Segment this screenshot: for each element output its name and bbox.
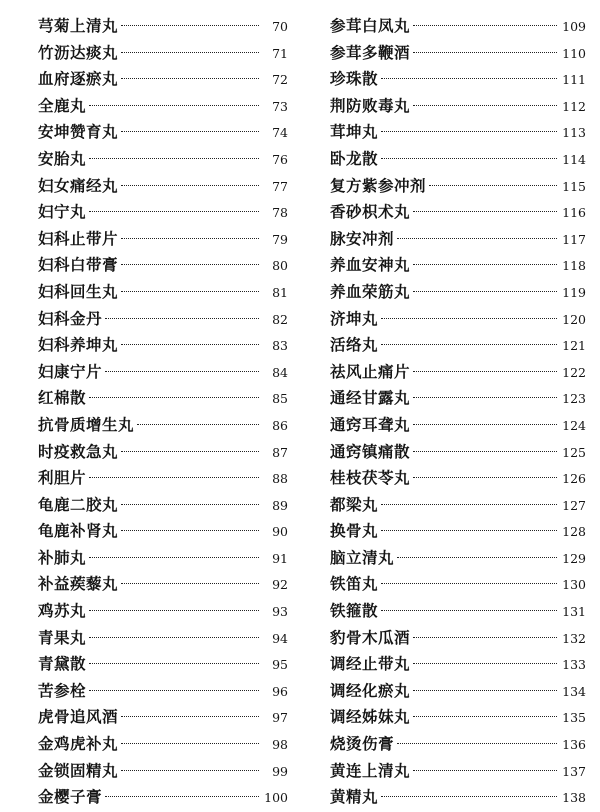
toc-entry-title: 祛风止痛片 — [330, 361, 411, 381]
dot-leader — [381, 318, 557, 319]
toc-entry-title: 妇科回生丸 — [38, 281, 119, 301]
dot-leader — [121, 185, 259, 186]
toc-entry[interactable] — [38, 731, 288, 758]
dot-leader — [89, 477, 259, 478]
toc-entry-title: 全鹿丸 — [38, 95, 87, 115]
toc-entry[interactable] — [330, 492, 586, 519]
dot-leader — [121, 770, 259, 771]
toc-entry[interactable] — [38, 784, 288, 811]
toc-entry[interactable] — [330, 545, 586, 572]
toc-entry[interactable] — [330, 465, 586, 492]
dot-leader — [121, 583, 259, 584]
toc-entry[interactable] — [330, 359, 586, 386]
toc-entry-title: 青黛散 — [38, 654, 87, 674]
dot-leader — [381, 530, 557, 531]
toc-entry[interactable] — [330, 252, 586, 279]
toc-entry-title: 荆防败毒丸 — [330, 95, 411, 115]
toc-entry-title: 豹骨木瓜酒 — [330, 627, 411, 647]
toc-entry-title: 换骨丸 — [330, 521, 379, 541]
toc-entry-title: 虎骨追风酒 — [38, 707, 119, 727]
toc-entry[interactable] — [330, 784, 586, 811]
toc-entry[interactable] — [38, 252, 288, 279]
toc-entry-title: 通经甘露丸 — [330, 388, 411, 408]
toc-entry[interactable] — [330, 704, 586, 731]
toc-entry-title: 妇康宁片 — [38, 361, 103, 381]
toc-entry-page-number: 114 — [562, 151, 586, 167]
dot-leader — [381, 158, 557, 159]
dot-leader — [121, 743, 259, 744]
toc-entry-title: 养血安神丸 — [330, 255, 411, 275]
toc-entry-page-number: 71 — [272, 45, 288, 61]
dot-leader — [381, 131, 557, 132]
toc-entry-page-number: 84 — [272, 364, 288, 380]
dot-leader — [89, 397, 259, 398]
toc-entry-page-number: 97 — [272, 710, 288, 726]
dot-leader — [121, 716, 259, 717]
toc-entry-title: 脑立清丸 — [330, 547, 395, 567]
toc-entry-title: 复方紫参冲剂 — [330, 175, 427, 195]
toc-entry-title: 参茸白凤丸 — [330, 16, 411, 35]
toc-entry-title: 芎菊上清丸 — [38, 16, 119, 35]
toc-entry-page-number: 74 — [272, 125, 288, 141]
dot-leader — [413, 424, 557, 425]
toc-entry-title: 黄连上清丸 — [330, 760, 411, 780]
toc-entry-page-number: 78 — [272, 205, 288, 221]
dot-leader — [89, 610, 259, 611]
toc-entry-title: 脉安冲剂 — [330, 228, 395, 248]
toc-entry[interactable] — [330, 40, 586, 67]
toc-entry-title: 血府逐瘀丸 — [38, 69, 119, 89]
dot-leader — [397, 238, 557, 239]
toc-entry[interactable] — [38, 678, 288, 705]
toc-entry-page-number: 127 — [562, 497, 586, 513]
toc-entry[interactable] — [38, 359, 288, 386]
toc-entry-title: 红棉散 — [38, 388, 87, 408]
toc-entry-title: 时疫救急丸 — [38, 441, 119, 461]
toc-entry-page-number: 121 — [562, 338, 586, 354]
dot-leader — [105, 371, 259, 372]
toc-entry-title: 安胎丸 — [38, 148, 87, 168]
toc-entry[interactable] — [38, 119, 288, 146]
toc-entry-page-number: 93 — [272, 604, 288, 620]
toc-entry-page-number: 120 — [562, 311, 586, 327]
toc-entry[interactable] — [330, 119, 586, 146]
toc-entry[interactable] — [38, 545, 288, 572]
dot-leader — [413, 637, 557, 638]
toc-entry-page-number: 112 — [562, 98, 586, 114]
toc-entry-title: 调经止带丸 — [330, 654, 411, 674]
dot-leader — [89, 105, 259, 106]
toc-entry-title: 补肺丸 — [38, 547, 87, 567]
toc-entry[interactable] — [330, 439, 586, 466]
toc-entry-title: 卧龙散 — [330, 148, 379, 168]
dot-leader — [413, 397, 557, 398]
toc-right-column — [300, 0, 600, 807]
toc-entry-title: 竹沥达痰丸 — [38, 42, 119, 62]
toc-entry[interactable] — [330, 385, 586, 412]
dot-leader — [121, 344, 259, 345]
toc-entry[interactable] — [330, 678, 586, 705]
toc-entry[interactable] — [38, 439, 288, 466]
toc-entry[interactable] — [38, 758, 288, 785]
toc-entry[interactable] — [330, 598, 586, 625]
dot-leader — [121, 25, 259, 26]
dot-leader — [121, 52, 259, 53]
dot-leader — [89, 158, 259, 159]
dot-leader — [381, 796, 557, 797]
toc-entry[interactable] — [38, 306, 288, 333]
toc-entry-page-number: 113 — [562, 125, 586, 141]
toc-entry-page-number: 132 — [562, 630, 586, 646]
dot-leader — [413, 371, 557, 372]
toc-entry-title: 调经姊妹丸 — [330, 707, 411, 727]
toc-entry-page-number: 100 — [264, 790, 288, 806]
toc-entry-page-number: 89 — [272, 497, 288, 513]
toc-entry-page-number: 130 — [562, 577, 586, 593]
toc-entry-page-number: 129 — [562, 550, 586, 566]
dot-leader — [429, 185, 557, 186]
toc-entry-title: 通窍耳聋丸 — [330, 414, 411, 434]
toc-entry-page-number: 133 — [562, 657, 586, 673]
toc-entry[interactable] — [330, 758, 586, 785]
toc-entry-page-number: 81 — [272, 284, 288, 300]
toc-entry[interactable] — [330, 146, 586, 173]
toc-entry-title: 妇女痛经丸 — [38, 175, 119, 195]
dot-leader — [381, 583, 557, 584]
toc-entry[interactable] — [330, 226, 586, 253]
toc-entry-page-number: 72 — [272, 72, 288, 88]
toc-entry-title: 金锁固精丸 — [38, 760, 119, 780]
toc-entry-page-number: 131 — [562, 604, 586, 620]
toc-entry-title: 茸坤丸 — [330, 122, 379, 142]
dot-leader — [121, 264, 259, 265]
toc-entry-title: 妇科金丹 — [38, 308, 103, 328]
dot-leader — [121, 291, 259, 292]
dot-leader — [89, 663, 259, 664]
toc-entry-page-number: 124 — [562, 417, 586, 433]
dot-leader — [121, 78, 259, 79]
dot-leader — [413, 25, 557, 26]
dot-leader — [89, 211, 259, 212]
toc-entry-page-number: 77 — [272, 178, 288, 194]
dot-leader — [89, 637, 259, 638]
toc-entry-title: 妇科养坤丸 — [38, 335, 119, 355]
dot-leader — [121, 530, 259, 531]
toc-entry-page-number: 83 — [272, 338, 288, 354]
toc-entry[interactable] — [38, 332, 288, 359]
toc-entry[interactable] — [330, 173, 586, 200]
toc-entry[interactable] — [330, 93, 586, 120]
dot-leader — [413, 477, 557, 478]
toc-entry-title: 苦参栓 — [38, 680, 87, 700]
toc-entry-page-number: 126 — [562, 471, 586, 487]
toc-entry[interactable] — [38, 146, 288, 173]
toc-entry-title: 妇科止带片 — [38, 228, 119, 248]
toc-entry[interactable] — [38, 66, 288, 93]
toc-entry-title: 铁笛丸 — [330, 574, 379, 594]
toc-entry-title: 桂枝茯苓丸 — [330, 468, 411, 488]
toc-entry-title: 参茸多鞭酒 — [330, 42, 411, 62]
toc-entry-title: 通窍镇痛散 — [330, 441, 411, 461]
toc-entry-page-number: 123 — [562, 391, 586, 407]
toc-entry[interactable] — [38, 492, 288, 519]
toc-entry-page-number: 94 — [272, 630, 288, 646]
dot-leader — [413, 716, 557, 717]
toc-entry-page-number: 88 — [272, 471, 288, 487]
toc-entry-page-number: 99 — [272, 763, 288, 779]
toc-entry-page-number: 87 — [272, 444, 288, 460]
dot-leader — [105, 318, 259, 319]
toc-entry-title: 养血荣筋丸 — [330, 281, 411, 301]
toc-entry[interactable] — [38, 40, 288, 67]
toc-entry-title: 安坤赞育丸 — [38, 122, 119, 142]
dot-leader — [381, 504, 557, 505]
toc-entry-title: 青果丸 — [38, 627, 87, 647]
toc-entry[interactable] — [330, 306, 586, 333]
toc-entry-title: 利胆片 — [38, 468, 87, 488]
toc-entry[interactable] — [38, 13, 288, 40]
toc-entry-title: 妇宁丸 — [38, 202, 87, 222]
toc-entry[interactable] — [330, 731, 586, 758]
toc-entry[interactable] — [330, 518, 586, 545]
toc-entry[interactable] — [330, 279, 586, 306]
toc-entry[interactable] — [38, 704, 288, 731]
dot-leader — [413, 291, 557, 292]
toc-entry-page-number: 96 — [272, 683, 288, 699]
dot-leader — [413, 105, 557, 106]
toc-entry[interactable] — [38, 173, 288, 200]
toc-entry-page-number: 118 — [562, 258, 586, 274]
toc-entry-page-number: 137 — [562, 763, 586, 779]
toc-entry[interactable] — [38, 598, 288, 625]
dot-leader — [137, 424, 259, 425]
toc-entry-page-number: 76 — [272, 151, 288, 167]
toc-entry-page-number: 125 — [562, 444, 586, 460]
toc-entry-title: 补益蒺藜丸 — [38, 574, 119, 594]
dot-leader — [413, 52, 557, 53]
toc-entry-title: 鸡苏丸 — [38, 601, 87, 621]
toc-entry-page-number: 115 — [562, 178, 586, 194]
dot-leader — [381, 78, 557, 79]
toc-entry-title: 珍珠散 — [330, 69, 379, 89]
toc-entry-title: 都梁丸 — [330, 494, 379, 514]
toc-entry-page-number: 79 — [272, 231, 288, 247]
toc-entry-page-number: 80 — [272, 258, 288, 274]
dot-leader — [121, 451, 259, 452]
toc-entry-title: 金鸡虎补丸 — [38, 734, 119, 754]
dot-leader — [89, 690, 259, 691]
dot-leader — [89, 557, 259, 558]
toc-entry-page-number: 134 — [562, 683, 586, 699]
dot-leader — [381, 610, 557, 611]
toc-entry[interactable] — [330, 332, 586, 359]
toc-entry[interactable] — [330, 199, 586, 226]
toc-entry-title: 金樱子膏 — [38, 787, 103, 807]
dot-leader — [381, 344, 557, 345]
toc-entry[interactable] — [38, 625, 288, 652]
toc-entry[interactable] — [38, 518, 288, 545]
toc-entry[interactable] — [330, 66, 586, 93]
toc-entry[interactable] — [38, 93, 288, 120]
toc-entry[interactable] — [330, 571, 586, 598]
dot-leader — [397, 743, 557, 744]
toc-entry-page-number: 111 — [562, 72, 586, 88]
toc-entry-page-number: 122 — [562, 364, 586, 380]
toc-entry[interactable] — [38, 412, 288, 439]
toc-entry[interactable] — [38, 199, 288, 226]
toc-entry-page-number: 136 — [562, 737, 586, 753]
toc-entry-title: 香砂枳术丸 — [330, 202, 411, 222]
toc-entry-page-number: 82 — [272, 311, 288, 327]
toc-entry-title: 活络丸 — [330, 335, 379, 355]
dot-leader — [105, 796, 259, 797]
dot-leader — [121, 131, 259, 132]
dot-leader — [413, 770, 557, 771]
toc-entry-title: 龟鹿补肾丸 — [38, 521, 119, 541]
toc-entry-page-number: 117 — [562, 231, 586, 247]
dot-leader — [121, 238, 259, 239]
dot-leader — [397, 557, 557, 558]
toc-entry-title: 铁箍散 — [330, 601, 379, 621]
toc-entry[interactable] — [38, 385, 288, 412]
toc-entry-page-number: 92 — [272, 577, 288, 593]
toc-entry-page-number: 95 — [272, 657, 288, 673]
toc-entry-title: 调经化瘀丸 — [330, 680, 411, 700]
toc-entry-page-number: 128 — [562, 524, 586, 540]
toc-entry-title: 烧烫伤膏 — [330, 734, 395, 754]
toc-entry-page-number: 86 — [272, 417, 288, 433]
toc-entry-title: 抗骨质增生丸 — [38, 414, 135, 434]
toc-entry-page-number: 91 — [272, 550, 288, 566]
toc-entry-page-number: 116 — [562, 205, 586, 221]
toc-entry-page-number: 109 — [562, 19, 586, 34]
toc-entry-page-number: 119 — [562, 284, 586, 300]
dot-leader — [413, 264, 557, 265]
toc-entry-page-number: 70 — [272, 19, 288, 34]
dot-leader — [413, 211, 557, 212]
toc-entry[interactable] — [38, 571, 288, 598]
dot-leader — [413, 663, 557, 664]
toc-entry-page-number: 138 — [562, 790, 586, 806]
toc-entry-page-number: 73 — [272, 98, 288, 114]
toc-entry-page-number: 135 — [562, 710, 586, 726]
toc-entry-title: 妇科白带膏 — [38, 255, 119, 275]
toc-entry[interactable] — [38, 651, 288, 678]
toc-entry-page-number: 90 — [272, 524, 288, 540]
toc-entry[interactable] — [330, 412, 586, 439]
toc-entry-title: 龟鹿二胶丸 — [38, 494, 119, 514]
dot-leader — [413, 690, 557, 691]
toc-entry[interactable] — [330, 13, 586, 40]
toc-entry-page-number: 98 — [272, 737, 288, 753]
toc-entry-title: 济坤丸 — [330, 308, 379, 328]
toc-entry-page-number: 110 — [562, 45, 586, 61]
toc-left-column — [0, 0, 300, 807]
toc-entry-page-number: 85 — [272, 391, 288, 407]
toc-entry[interactable] — [330, 625, 586, 652]
toc-entry[interactable] — [38, 226, 288, 253]
toc-entry[interactable] — [330, 651, 586, 678]
dot-leader — [413, 451, 557, 452]
toc-entry[interactable] — [38, 465, 288, 492]
dot-leader — [121, 504, 259, 505]
toc-entry-title: 黄精丸 — [330, 787, 379, 807]
toc-entry[interactable] — [38, 279, 288, 306]
